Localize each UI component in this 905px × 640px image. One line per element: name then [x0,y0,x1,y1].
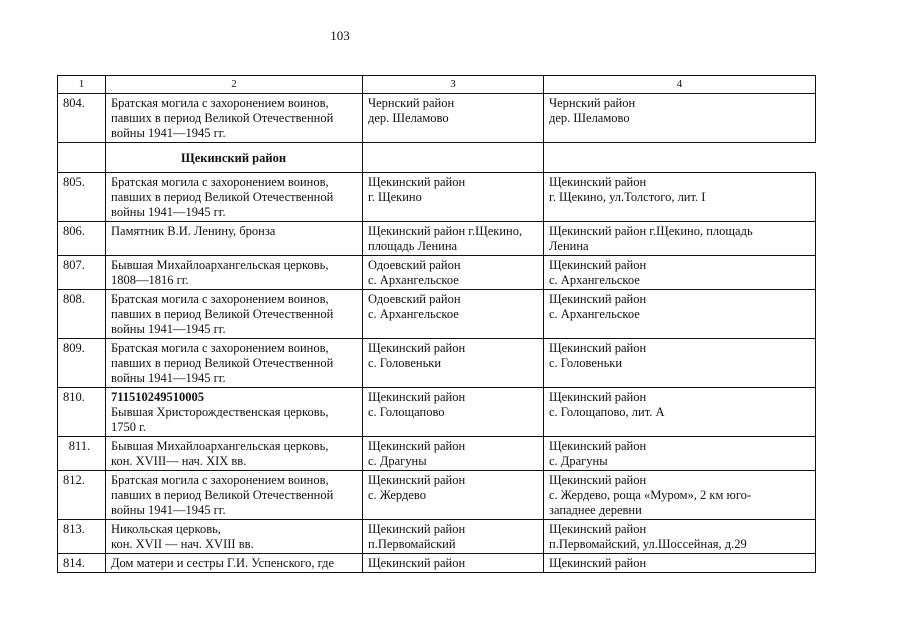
table-body [58,94,816,573]
column-header-1: 1 [58,76,106,94]
address-cell: Щекинский район с. Головеньки [544,339,816,388]
location-cell: Щекинский район с. Голощапово [363,388,544,437]
object-name: Братская могила с захоронением воинов, павших в период Великой Отечественной войны 1941—1945 гг. [111,341,334,385]
object-name-cell [106,222,363,256]
location-cell: Щекинский район с. Драгуны [363,437,544,471]
object-name-cell [106,388,363,437]
object-name: Памятник В.И. Ленину, бронза [111,224,276,238]
table-row [58,222,816,256]
row-number: 806. [58,222,106,256]
object-name: Братская могила с захоронением воинов, павших в период Великой Отечественной войны 1941—1945 гг. [111,473,334,517]
section-row [58,143,816,173]
row-number: 810. [58,388,106,437]
address-cell: Щекинский район г.Щекино, площадь Ленина [544,222,816,256]
section-title: Щекинский район [181,150,287,165]
column-header-4: 4 [544,76,816,94]
location-cell: Одоевский район с. Архангельское [363,290,544,339]
table-row [58,554,816,573]
object-name-cell [106,256,363,290]
table-row [58,388,816,437]
location-cell: Щекинский район [363,554,544,573]
object-name-cell [106,94,363,143]
row-number: 813. [58,520,106,554]
section-num-cell [58,143,106,173]
object-name: Дом матери и сестры Г.И. Успенского, где [111,556,335,570]
object-name-cell [106,173,363,222]
address-cell: Щекинский район с. Архангельское [544,256,816,290]
object-name-cell [106,520,363,554]
location-cell: Щекинский район г. Щекино [363,173,544,222]
object-name-cell [106,554,363,573]
row-number: 804. [58,94,106,143]
section-title-cell [106,143,363,173]
object-name-cell [106,437,363,471]
location-cell: Щекинский район п.Первомайский [363,520,544,554]
table-row [58,520,816,554]
registry-code: 711510249510005 [111,390,205,404]
row-number: 808. [58,290,106,339]
object-name: Бывшая Христорождественская церковь, 1750 г. [111,405,329,434]
address-cell: Щекинский район с. Драгуны [544,437,816,471]
header-row [58,76,816,94]
object-name: Бывшая Михайлоархангельская церковь, 1808—1816 гг. [111,258,329,287]
row-number: 814. [58,554,106,573]
table-row [58,471,816,520]
address-cell: Щекинский район г. Щекино, ул.Толстого, лит. I [544,173,816,222]
object-name: Никольская церковь, кон. XVII — нач. XVIII вв. [111,522,254,551]
location-cell: Одоевский район с. Архангельское [363,256,544,290]
address-cell: Щекинский район с. Голощапово, лит. А [544,388,816,437]
table-row [58,94,816,143]
address-cell: Щекинский район с. Архангельское [544,290,816,339]
row-number: 809. [58,339,106,388]
object-name-cell [106,290,363,339]
column-header-3: 3 [363,76,544,94]
table-row [58,290,816,339]
row-number: 811. [58,437,106,471]
table-row [58,437,816,471]
location-cell: Щекинский район с. Жердево [363,471,544,520]
column-header-2: 2 [106,76,363,94]
monuments-table [57,75,816,573]
address-cell: Чернский район дер. Шеламово [544,94,816,143]
object-name-cell [106,471,363,520]
table-row [58,173,816,222]
address-cell: Щекинский район [544,554,816,573]
row-number: 807. [58,256,106,290]
object-name: Бывшая Михайлоархангельская церковь, кон. XVIII— нач. XIX вв. [111,439,329,468]
object-name: Братская могила с захоронением воинов, павших в период Великой Отечественной войны 1941—1945 гг. [111,96,334,140]
row-number: 812. [58,471,106,520]
page-number: 103 [330,28,350,43]
table-row [58,256,816,290]
table-row [58,339,816,388]
table-header [58,76,816,94]
location-cell: Щекинский район с. Головеньки [363,339,544,388]
address-cell: Щекинский район с. Жердево, роща «Муром», 2 км юго- западнее деревни [544,471,816,520]
object-name: Братская могила с захоронением воинов, павших в период Великой Отечественной войны 1941—1945 гг. [111,175,334,219]
location-cell: Щекинский район г.Щекино, площадь Ленина [363,222,544,256]
object-name-cell [106,339,363,388]
address-cell: Щекинский район п.Первомайский, ул.Шоссейная, д.29 [544,520,816,554]
location-cell: Чернский район дер. Шеламово [363,94,544,143]
row-number: 805. [58,173,106,222]
object-name: Братская могила с захоронением воинов, павших в период Великой Отечественной войны 1941—1945 гг. [111,292,334,336]
section-empty-cell [363,143,544,173]
